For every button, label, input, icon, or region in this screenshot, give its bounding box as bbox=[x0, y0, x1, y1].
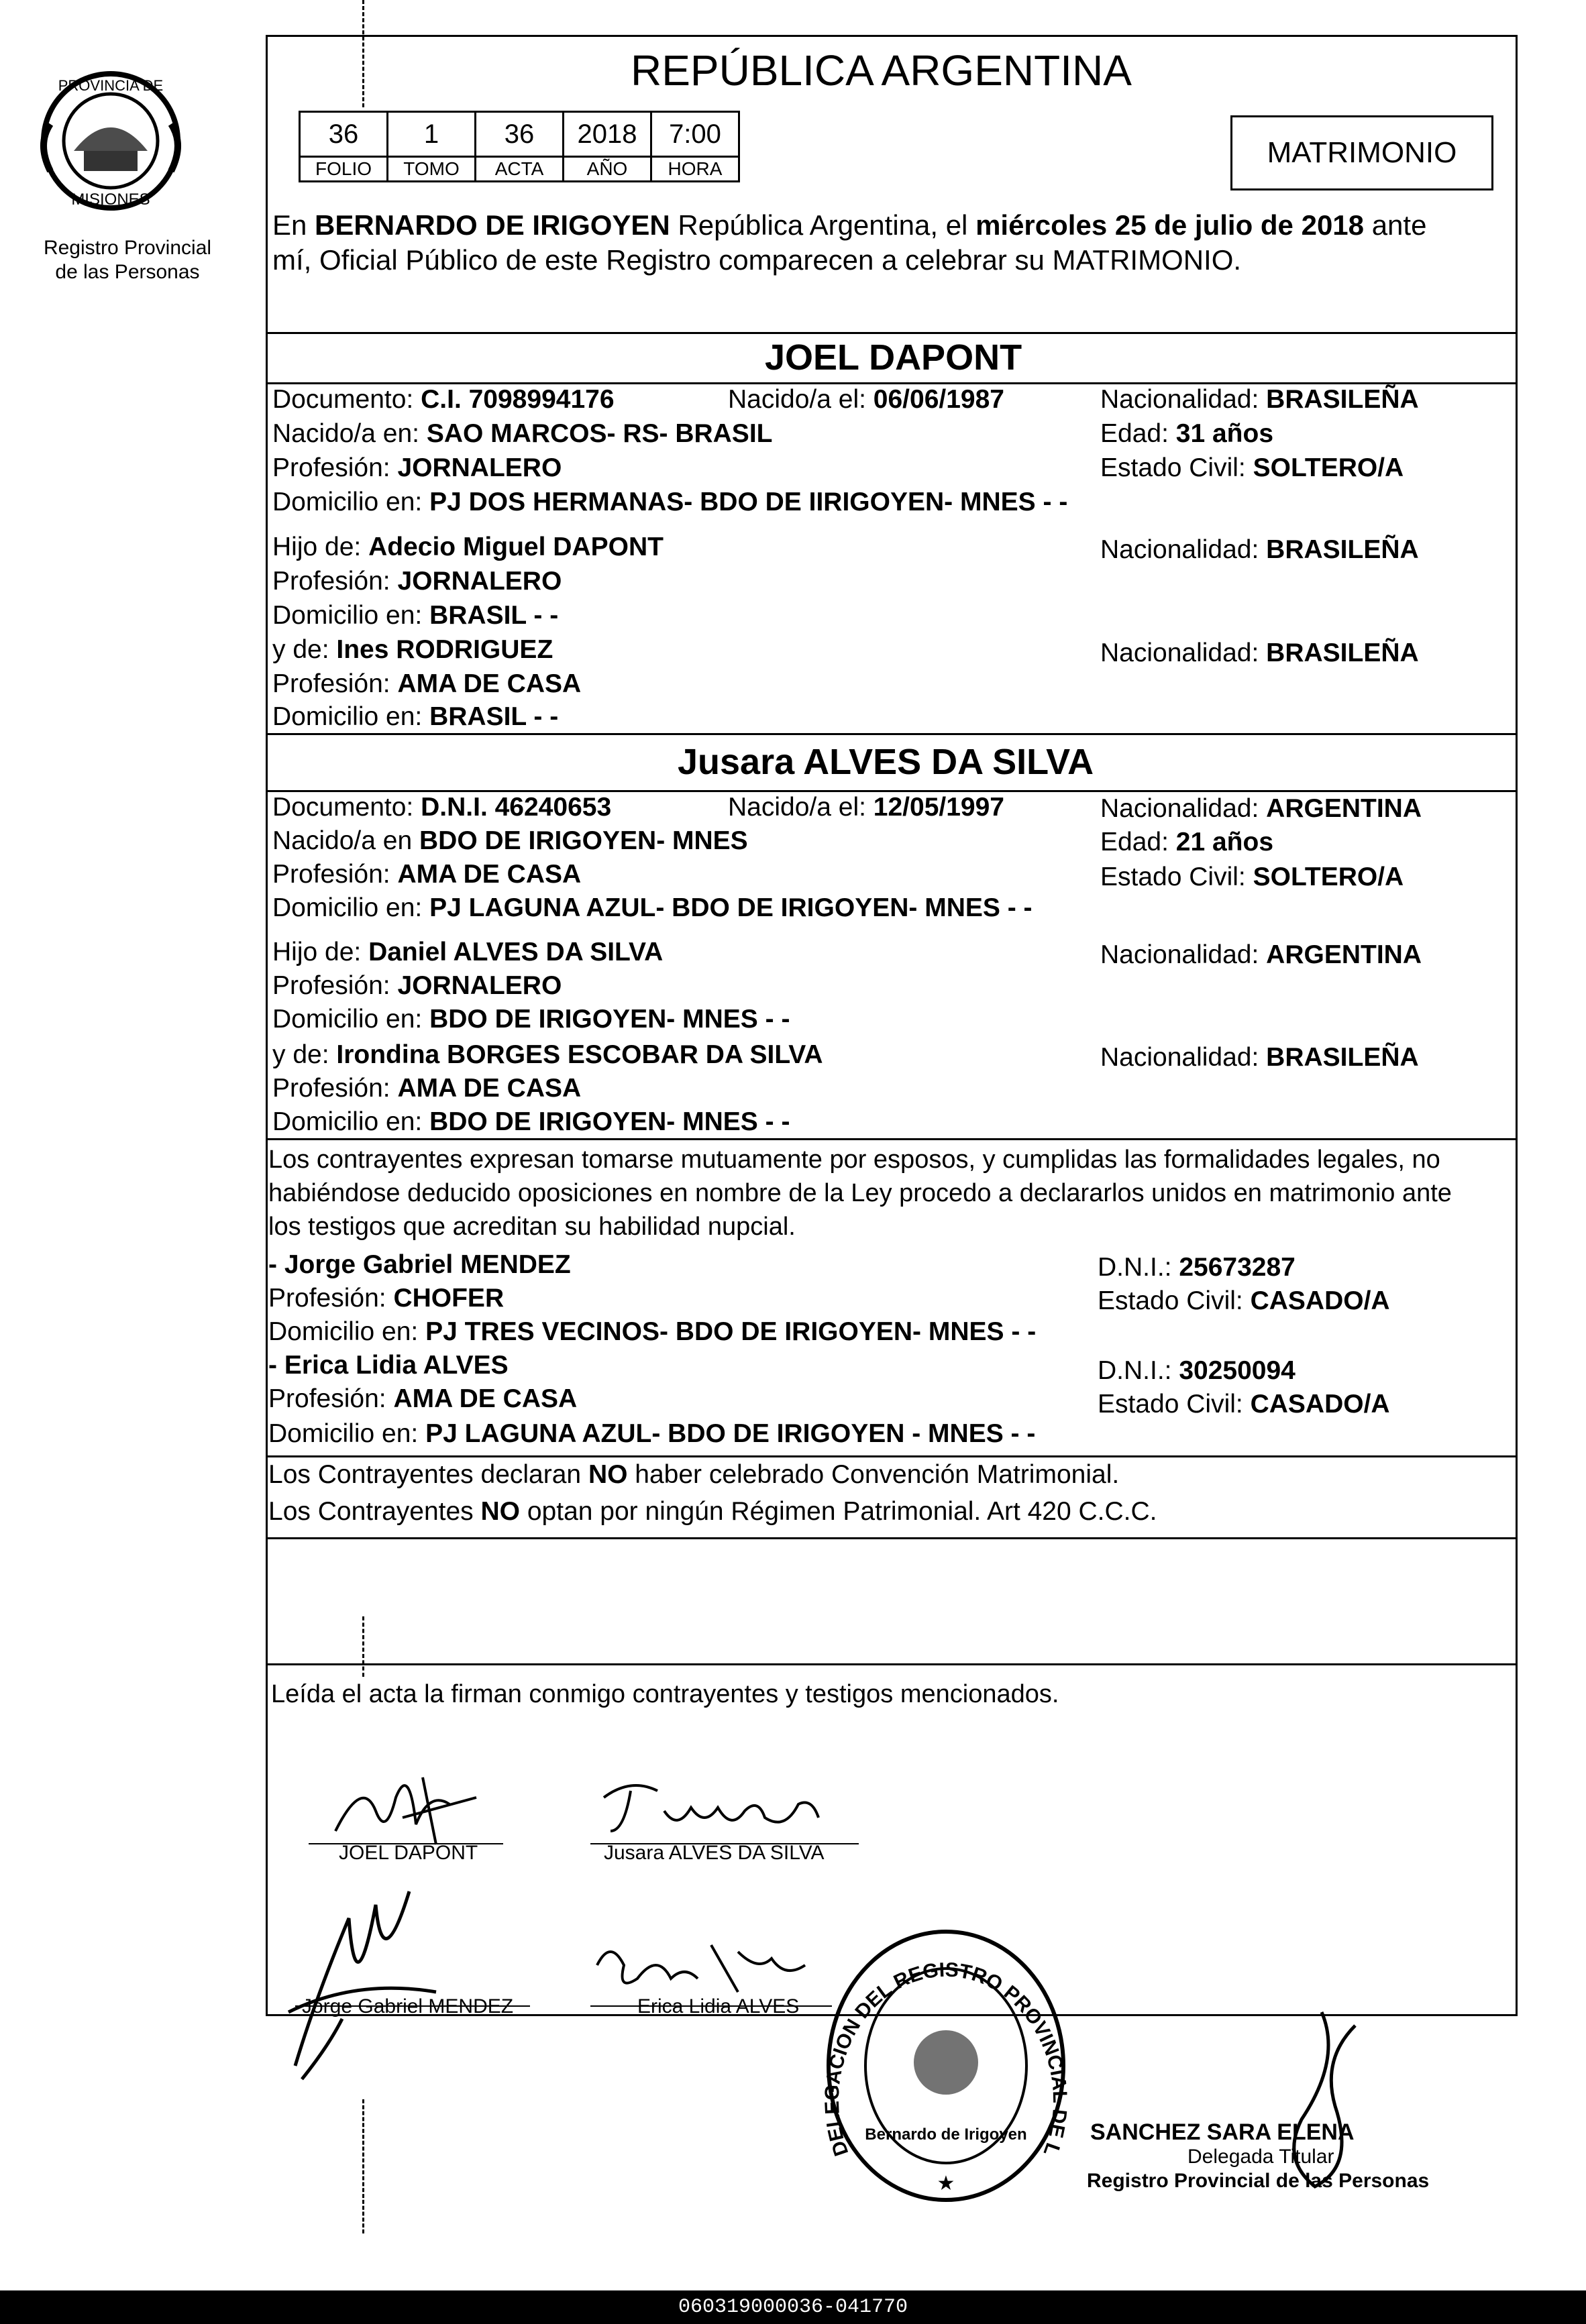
witness1-profesion: Profesión: CHOFER bbox=[268, 1284, 505, 1313]
official-org: Registro Provincial de las Personas bbox=[1087, 2170, 1430, 2192]
spouse1-mother-domicilio: Domicilio en: BRASIL - - bbox=[272, 702, 559, 731]
hora-value: 7:00 bbox=[651, 112, 739, 157]
anio-label: AÑO bbox=[564, 157, 651, 182]
fold-mark-bottom bbox=[362, 2099, 364, 2233]
spouse1-nacido-en: Nacido/a en: SAO MARCOS- RS- BRASIL bbox=[272, 419, 773, 448]
separator-spouse2 bbox=[266, 733, 1518, 735]
spouse2-mother-nacionalidad: Nacionalidad: BRASILEÑA bbox=[1100, 1043, 1419, 1072]
province-logo bbox=[34, 64, 188, 218]
spouse2-nacido-el: Nacido/a el: 12/05/1997 bbox=[728, 793, 1004, 822]
record-grid bbox=[299, 111, 740, 182]
witness2-domicilio: Domicilio en: PJ LAGUNA AZUL- BDO DE IRIGOYEN - MNES - - bbox=[268, 1419, 1036, 1448]
witness2-name: - Erica Lidia ALVES bbox=[268, 1351, 509, 1380]
convention-line-2: Los Contrayentes NO optan por ningún Régimen Patrimonial. Art 420 C.C.C. bbox=[268, 1497, 1157, 1526]
spouse1-estado-civil: Estado Civil: SOLTERO/A bbox=[1100, 453, 1404, 482]
witness2-estado-civil: Estado Civil: CASADO/A bbox=[1098, 1390, 1390, 1419]
signature-label-joel: JOEL DAPONT bbox=[339, 1842, 478, 1864]
spouse2-edad: Edad: 21 años bbox=[1100, 828, 1274, 856]
tomo-label: TOMO bbox=[388, 157, 476, 182]
page-title: REPÚBLICA ARGENTINA bbox=[631, 46, 1132, 95]
witness1-domicilio: Domicilio en: PJ TRES VECINOS- BDO DE IRIGOYEN- MNES - - bbox=[268, 1317, 1037, 1346]
witness1-estado-civil: Estado Civil: CASADO/A bbox=[1098, 1286, 1390, 1315]
svg-text:PROVINCIA DE: PROVINCIA DE bbox=[58, 77, 164, 94]
acta-label: ACTA bbox=[476, 157, 564, 182]
spouse1-domicilio: Domicilio en: PJ DOS HERMANAS- BDO DE IIRIGOYEN- MNES - - bbox=[272, 488, 1068, 516]
official-name: SANCHEZ SARA ELENA bbox=[1090, 2119, 1355, 2145]
folio-label: FOLIO bbox=[300, 157, 388, 182]
signature-label-jusara: Jusara ALVES DA SILVA bbox=[604, 1842, 825, 1864]
anio-value: 2018 bbox=[564, 112, 651, 157]
spouse1-name: JOEL DAPONT bbox=[765, 337, 1022, 378]
spouse2-documento: Documento: D.N.I. 46240653 bbox=[272, 793, 612, 822]
official-stamp bbox=[822, 1925, 1070, 2207]
separator-notes bbox=[266, 1537, 1518, 1539]
intro-line-1: En BERNARDO DE IRIGOYEN República Argentina, el miércoles 25 de julio de 2018 ante bbox=[272, 209, 1427, 241]
spouse2-mother-domicilio: Domicilio en: BDO DE IRIGOYEN- MNES - - bbox=[272, 1107, 790, 1136]
acta-value: 36 bbox=[476, 112, 564, 157]
spouse2-mother-name: y de: Irondina BORGES ESCOBAR DA SILVA bbox=[272, 1040, 823, 1069]
svg-text:★: ★ bbox=[937, 2172, 955, 2195]
spouse2-estado-civil: Estado Civil: SOLTERO/A bbox=[1100, 863, 1404, 891]
act-type-box: MATRIMONIO bbox=[1230, 115, 1493, 190]
official-title: Delegada Titular bbox=[1187, 2146, 1334, 2168]
separator-intro bbox=[266, 332, 1518, 334]
spouse2-domicilio: Domicilio en: PJ LAGUNA AZUL- BDO DE IRIGOYEN- MNES - - bbox=[272, 893, 1033, 922]
spouse1-mother-nacionalidad: Nacionalidad: BRASILEÑA bbox=[1100, 639, 1419, 667]
signature-jusara bbox=[590, 1771, 845, 1844]
witness2-dni: D.N.I.: 30250094 bbox=[1098, 1356, 1296, 1385]
spouse2-father-name: Hijo de: Daniel ALVES DA SILVA bbox=[272, 938, 664, 966]
spouse2-mother-profesion: Profesión: AMA DE CASA bbox=[272, 1074, 582, 1103]
svg-text:DELEGACION DEL REGISTRO PROVIN: DELEGACION DEL REGISTRO PROVINCIAL DE L bbox=[822, 1958, 1070, 2160]
spouse2-nacionalidad: Nacionalidad: ARGENTINA bbox=[1100, 794, 1422, 823]
signature-label-erica: Erica Lidia ALVES bbox=[637, 1995, 800, 2017]
spouse1-father-name: Hijo de: Adecio Miguel DAPONT bbox=[272, 533, 664, 561]
spouse1-edad: Edad: 31 años bbox=[1100, 419, 1274, 448]
spouse2-father-profesion: Profesión: JORNALERO bbox=[272, 971, 562, 1000]
spouse2-father-nacionalidad: Nacionalidad: ARGENTINA bbox=[1100, 940, 1422, 969]
svg-text:Bernardo de Irigoyen: Bernardo de Irigoyen bbox=[865, 2125, 1027, 2144]
tomo-value: 1 bbox=[388, 112, 476, 157]
svg-text:MISIONES: MISIONES bbox=[71, 190, 150, 209]
spouse2-profesion: Profesión: AMA DE CASA bbox=[272, 860, 582, 889]
signature-jorge bbox=[275, 1878, 450, 2086]
logo-caption: Registro Provincial de las Personas bbox=[43, 237, 212, 283]
spouse1-father-profesion: Profesión: JORNALERO bbox=[272, 567, 562, 596]
spouse2-name: Jusara ALVES DA SILVA bbox=[678, 742, 1094, 782]
declaration-line-3: los testigos que acreditan su habilidad nupcial. bbox=[268, 1213, 796, 1241]
closing-text: Leída el acta la firman conmigo contrayentes y testigos mencionados. bbox=[271, 1680, 1059, 1708]
separator-declaration bbox=[266, 1138, 1518, 1140]
spouse1-profesion: Profesión: JORNALERO bbox=[272, 453, 562, 482]
separator-convention bbox=[266, 1455, 1518, 1457]
witness2-profesion: Profesión: AMA DE CASA bbox=[268, 1384, 578, 1413]
separator-closing bbox=[266, 1663, 1518, 1665]
hora-label: HORA bbox=[651, 157, 739, 182]
spouse1-father-nacionalidad: Nacionalidad: BRASILEÑA bbox=[1100, 535, 1419, 564]
convention-line-1: Los Contrayentes declaran NO haber celebrado Convención Matrimonial. bbox=[268, 1460, 1120, 1489]
signature-label-jorge: Jorge Gabriel MENDEZ bbox=[302, 1995, 514, 2017]
spouse1-nacionalidad: Nacionalidad: BRASILEÑA bbox=[1100, 385, 1419, 414]
spouse2-nacido-en: Nacido/a en BDO DE IRIGOYEN- MNES bbox=[272, 826, 748, 855]
spouse1-nacido-el: Nacido/a el: 06/06/1987 bbox=[728, 385, 1004, 414]
witness1-dni: D.N.I.: 25673287 bbox=[1098, 1253, 1296, 1282]
spouse1-mother-name: y de: Ines RODRIGUEZ bbox=[272, 635, 553, 664]
signature-erica bbox=[584, 1932, 839, 2005]
folio-value: 36 bbox=[300, 112, 388, 157]
document-code: 060319000036-041770 bbox=[0, 2290, 1586, 2324]
witness1-name: - Jorge Gabriel MENDEZ bbox=[268, 1250, 571, 1279]
spouse1-documento: Documento: C.I. 7098994176 bbox=[272, 385, 615, 414]
declaration-line-1: Los contrayentes expresan tomarse mutuamente por esposos, y cumplidas las formalidades legales, no bbox=[268, 1146, 1440, 1174]
intro-line-2: mí, Oficial Público de este Registro comparecen a celebrar su MATRIMONIO. bbox=[272, 244, 1242, 276]
spouse2-father-domicilio: Domicilio en: BDO DE IRIGOYEN- MNES - - bbox=[272, 1005, 790, 1034]
declaration-line-2: habiéndose deducido oposiciones en nombre de la Ley procedo a declararlos unidos en matrimonio ante bbox=[268, 1179, 1452, 1207]
spouse1-father-domicilio: Domicilio en: BRASIL - - bbox=[272, 601, 559, 630]
spouse1-mother-profesion: Profesión: AMA DE CASA bbox=[272, 669, 582, 698]
